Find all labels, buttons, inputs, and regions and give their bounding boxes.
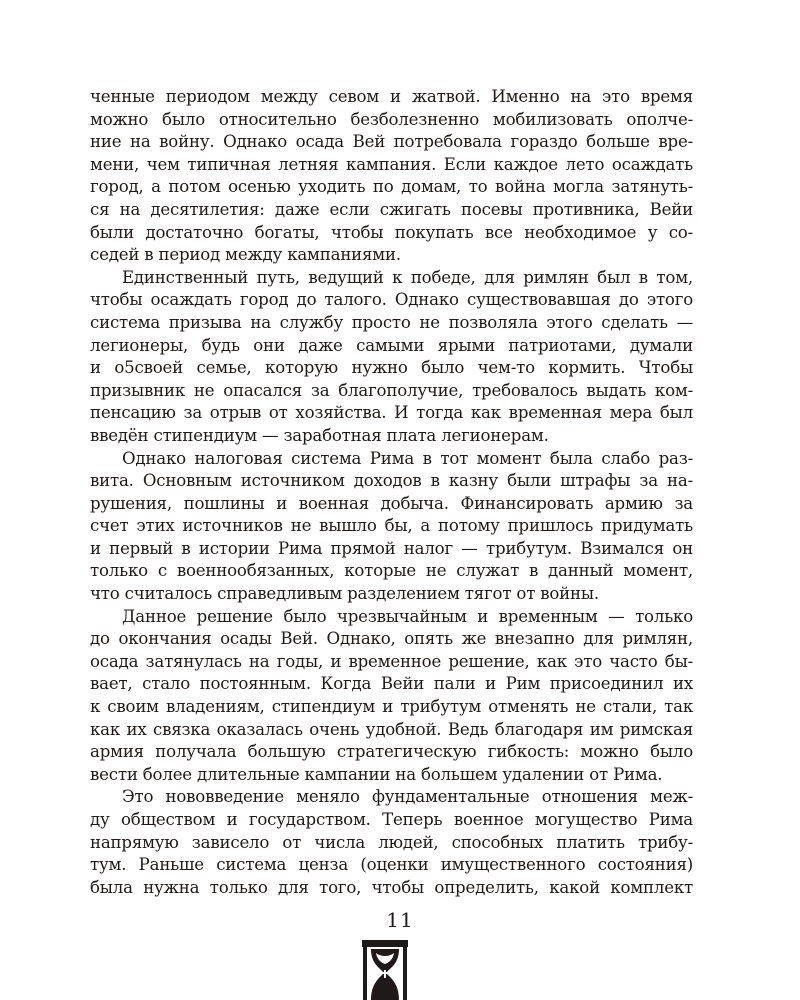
text-line: и первый в истории Рима прямой налог — трибутум. Взимался он (90, 538, 693, 558)
text-line: мени, чем типичная летняя кампания. Если каждое лето осаждать (90, 154, 693, 174)
text-line: до окончания осады Вей. Однако, опять же внезапно для римлян, (90, 629, 693, 649)
page-body (90, 86, 693, 899)
paragraph-5 (90, 786, 693, 899)
paragraph-1 (90, 86, 693, 267)
text-line: введён стипендиум — заработная плата легионерам. (90, 425, 549, 445)
text-line: призывник не опасался за благополучие, требовалось выдать ком- (90, 380, 693, 400)
paragraph-4 (90, 606, 693, 787)
text-line: тум. Раньше система ценза (оценки имущественного состояния) (90, 855, 693, 875)
text-line: Единственный путь, ведущий к победе, для римлян был в том, (122, 267, 693, 287)
text-line: Это нововведение меняло фундаментальные отношения меж- (122, 787, 693, 807)
text-line: только с военнообязанных, которые не служат в данный момент, (90, 561, 693, 581)
text-line: Однако налоговая система Рима в тот момент была слабо раз- (122, 448, 693, 468)
text-line: рушения, пошлины и военная добыча. Финансировать армию за (90, 493, 693, 513)
paragraph-3 (90, 448, 693, 606)
text-line: к своим владениям, стипендиум и трибутум отменять не стали, так (90, 697, 693, 717)
text-line: вита. Основным источником доходов в казну были штрафы за на- (90, 471, 693, 491)
text-line: ду обществом и государством. Теперь военное могущество Рима (90, 810, 693, 829)
text-line: была нужна только для того, чтобы определить, какой комплект (90, 877, 693, 897)
text-line: вает, стало постоянным. Когда Вейи пали и Рим присоединил их (90, 674, 693, 694)
text-line: армия получала большую стратегическую гибкость: можно было (90, 742, 693, 762)
text-line: город, а потом осенью уходить по домам, то война могла затянуть- (90, 177, 693, 197)
text-line: можно было относительно безболезненно мобилизовать ополче- (90, 109, 693, 129)
text-line: седей в период между кампаниями. (90, 245, 401, 265)
text-line: Данное решение было чрезвычайным и временным — только (122, 606, 693, 626)
paragraph-2 (90, 267, 693, 448)
text-line: и о5своей семье, которую нужно было чем-то кормить. Чтобы (90, 358, 693, 378)
page-number: 11 (386, 908, 414, 932)
text-line: чтобы осаждать город до талого. Однако существовавшая до этого (90, 290, 693, 310)
text-line: счет этих источников не вышло бы, а потому пришлось придумать (90, 516, 693, 536)
hourglass-icon (362, 940, 408, 1000)
text-line: напрямую зависело от числа людей, способных платить трибу- (90, 832, 693, 852)
text-line: ся на десятилетия: даже если сжигать посевы противника, Вейи (90, 199, 693, 219)
text-line: осада затянулась на годы, и временное решение, как это часто бы- (90, 651, 693, 671)
text-line: ченные периодом между севом и жатвой. Именно на это время (90, 87, 693, 106)
text-line: легионеры, будь они даже самыми ярыми патриотами, думали (90, 335, 693, 355)
text-line: были достаточно богаты, чтобы покупать все необходимое у со- (90, 222, 693, 242)
text-line: пенсацию за отрыв от хозяйства. И тогда как временная мера был (90, 403, 693, 423)
text-line: система призыва на службу просто не позволяла этого сделать — (90, 312, 693, 332)
text-line: ние на войну. Однако осада Вей потребовала гораздо больше вре- (90, 132, 693, 152)
text-line: вести более длительные кампании на большем удалении от Рима. (90, 764, 663, 784)
text-line: как их связка оказалась очень удобной. Ведь благодаря им римская (90, 719, 693, 739)
text-line: что считалось справедливым разделением тягот от войны. (90, 584, 599, 604)
